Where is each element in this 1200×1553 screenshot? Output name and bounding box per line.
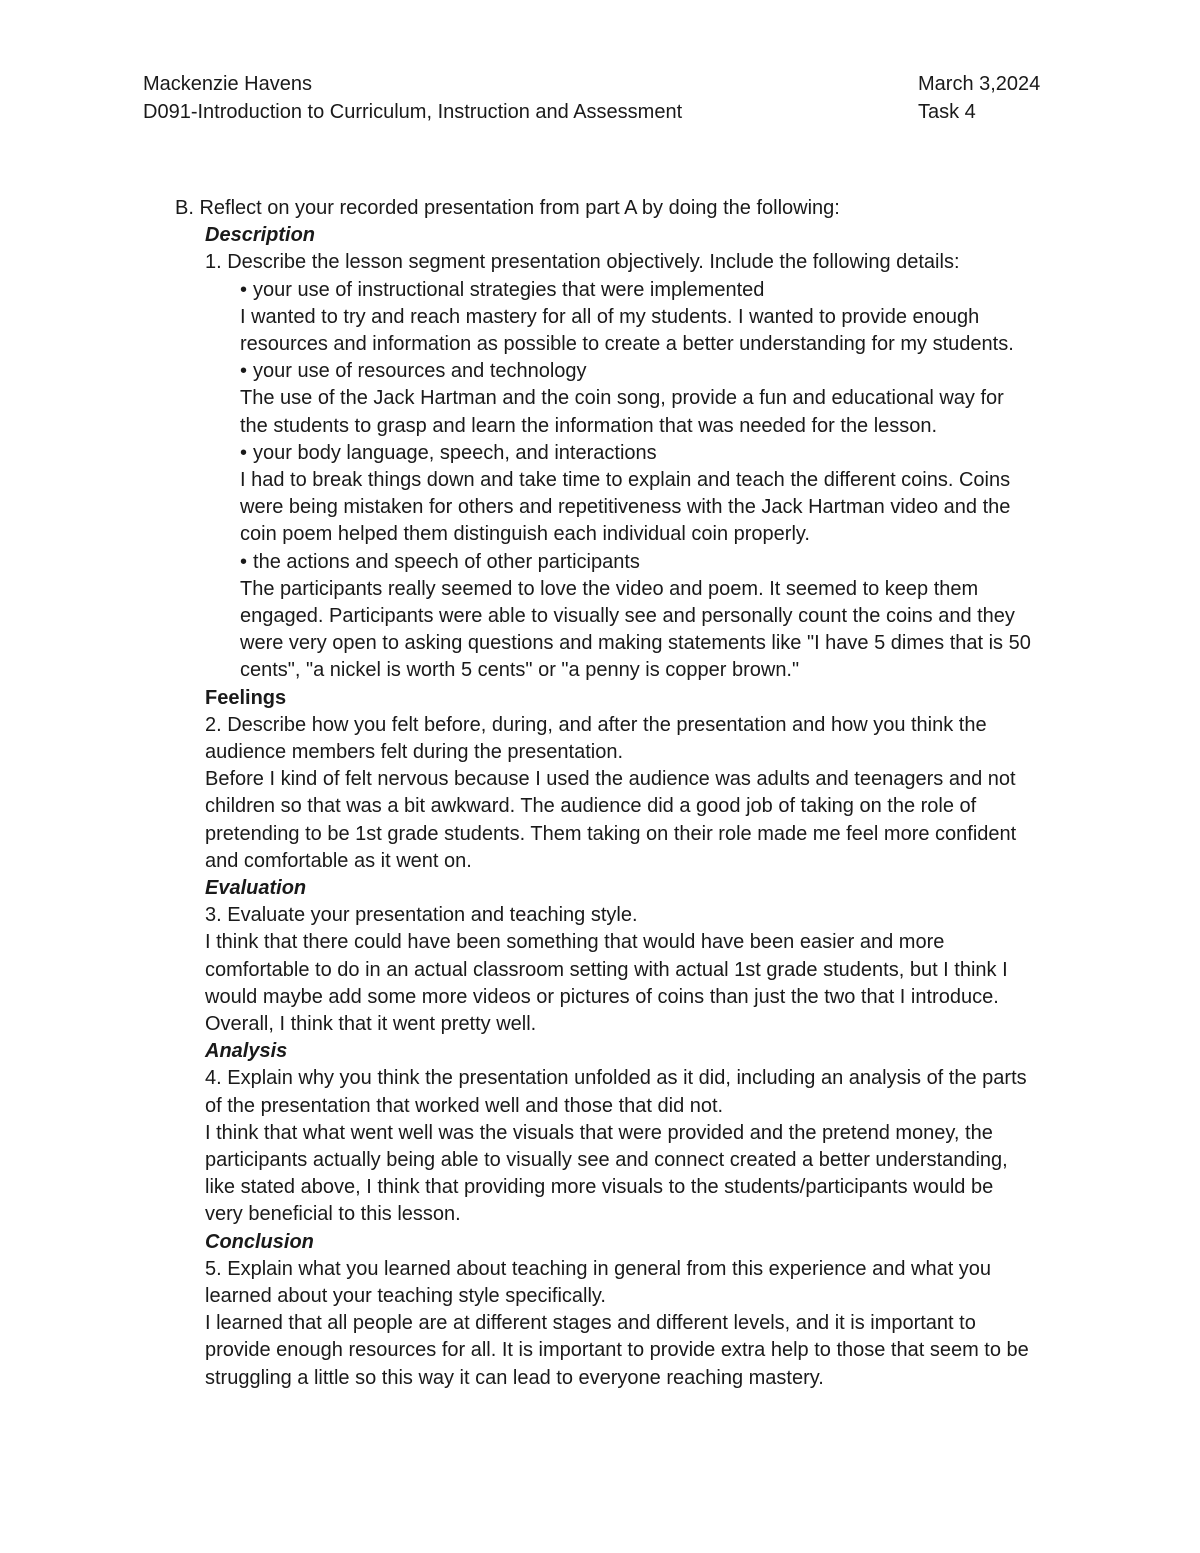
bullet-item [240, 549, 640, 576]
bullet-text: your body language, speech, and interactions [253, 441, 657, 464]
answer-text: engaged. Participants were able to visually see and personally count the coins and they [240, 605, 1015, 627]
answer-text: like stated above, I think that providing more visuals to the students/participants would be [205, 1176, 994, 1199]
answer-text: cents", "a nickel is worth 5 cents" or "a penny is copper brown." [240, 659, 800, 682]
bullet-icon: • [240, 360, 248, 383]
question-text: 1. Describe the lesson segment presentation objectively. Include the following details: [205, 251, 960, 274]
section-heading-description: Description [205, 224, 316, 247]
bullet-icon: • [240, 550, 248, 573]
answer-text: I learned that all people are at different stages and different levels, and it is important to [205, 1312, 976, 1335]
question-text: of the presentation that worked well and those that did not. [205, 1094, 724, 1117]
bullet-item [240, 358, 587, 385]
answer-text: coin poem helped them distinguish each individual coin properly. [240, 523, 810, 546]
bullet-text: your use of instructional strategies that were implemented [253, 278, 765, 301]
answer-text: provide enough resources for all. It is important to provide extra help to those that seem to be [205, 1339, 1029, 1362]
section-heading-analysis: Analysis [205, 1040, 288, 1063]
question-text: 4. Explain why you think the presentation unfolded as it did, including an analysis of the parts [205, 1067, 1027, 1090]
section-heading-conclusion: Conclusion [205, 1230, 314, 1253]
answer-text: I think that there could have been something that would have been easier and more [205, 931, 945, 954]
section-heading-evaluation: Evaluation [205, 877, 307, 899]
bullet-item [240, 277, 764, 304]
answer-text: The use of the Jack Hartman and the coin song, provide a fun and educational way for [240, 387, 1004, 410]
answer-text: I think that what went well was the visuals that were provided and the pretend money, the [205, 1121, 993, 1144]
section-prompt: B. Reflect on your recorded presentation from part A by doing the following: [175, 197, 840, 219]
answer-text: The participants really seemed to love the video and poem. It seemed to keep them [240, 577, 979, 600]
answer-text: Overall, I think that it went pretty well. [205, 1013, 537, 1035]
question-text: 3. Evaluate your presentation and teaching style. [205, 904, 638, 927]
answer-text: struggling a little so this way it can lead to everyone reaching mastery. [205, 1366, 824, 1389]
answer-text: children so that was a bit awkward. The audience did a good job of taking on the role of [205, 795, 977, 818]
answer-text: and comfortable as it went on. [205, 849, 472, 872]
bullet-item [240, 440, 657, 467]
document-date: March 3,2024 [918, 73, 1041, 95]
answer-text: Before I kind of felt nervous because I used the audience was adults and teenagers and not [205, 768, 1016, 791]
question-text: 5. Explain what you learned about teaching in general from this experience and what you [205, 1257, 992, 1280]
answer-text: the students to grasp and learn the information that was needed for the lesson. [240, 414, 938, 437]
answer-text: I wanted to try and reach mastery for all of my students. I wanted to provide enough [240, 305, 980, 328]
question-text: 2. Describe how you felt before, during, and after the presentation and how you think the [205, 713, 987, 736]
question-text: learned about your teaching style specifically. [205, 1285, 606, 1307]
answer-text: resources and information as possible to create a better understanding for my students. [240, 333, 1014, 355]
bullet-text: the actions and speech of other participants [253, 550, 640, 573]
author-name: Mackenzie Havens [143, 73, 312, 95]
bullet-icon: • [240, 441, 248, 464]
task-label: Task 4 [918, 101, 976, 123]
question-text: audience members felt during the presentation. [205, 741, 624, 763]
bullet-icon: • [240, 278, 248, 301]
answer-text: were being mistaken for others and repetitiveness with the Jack Hartman video and the [240, 496, 1011, 519]
answer-text: were very open to asking questions and making statements like "I have 5 dimes that is 50 [240, 632, 1031, 655]
answer-text: would maybe add some more videos or pictures of coins than just the two that I introduce. [205, 985, 999, 1008]
section-heading-feelings: Feelings [205, 686, 287, 709]
answer-text: very beneficial to this lesson. [205, 1203, 461, 1226]
answer-text: participants actually being able to visually see and connect created a better understanding, [205, 1149, 1008, 1171]
answer-text: pretending to be 1st grade students. Them taking on their role made me feel more confident [205, 822, 1017, 845]
answer-text: I had to break things down and take time to explain and teach the different coins. Coins [240, 469, 1011, 491]
course-title: D091-Introduction to Curriculum, Instruction and Assessment [143, 101, 683, 123]
bullet-text: your use of resources and technology [253, 360, 587, 383]
answer-text: comfortable to do in an actual classroom setting with actual 1st grade students, but I think I [205, 958, 1008, 981]
